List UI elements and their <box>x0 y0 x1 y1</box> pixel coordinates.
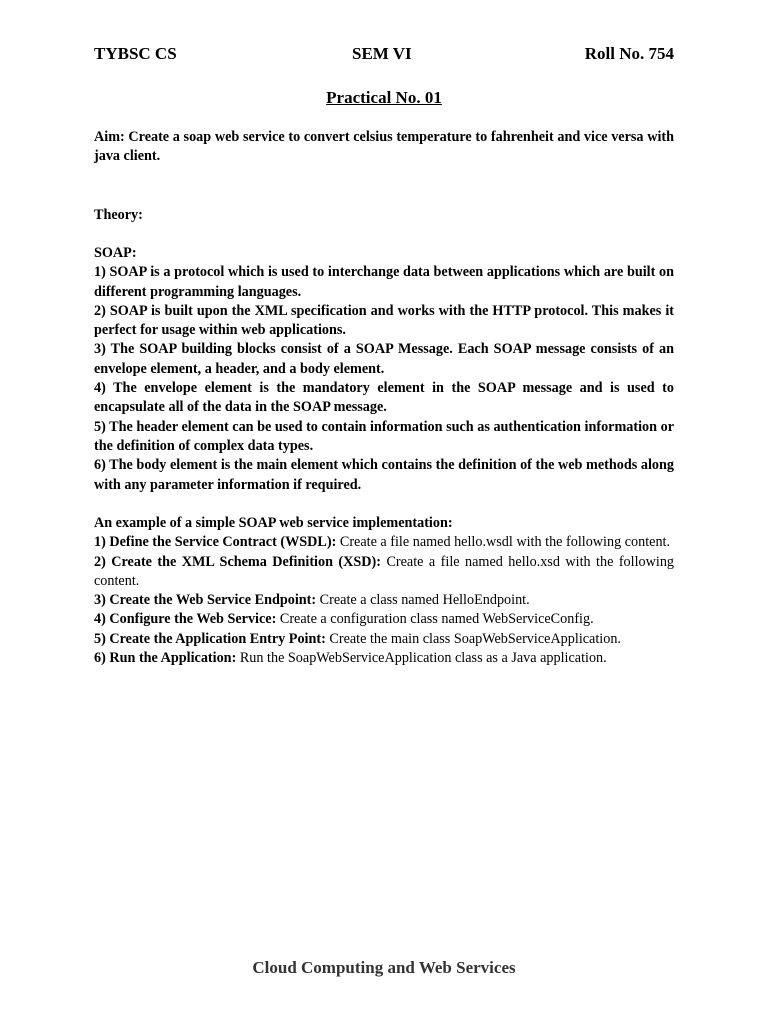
step-item <box>94 553 674 592</box>
step-text: Create a file named hello.xsd with the following content. <box>94 553 675 589</box>
step-text: Run the SoapWebServiceApplication class as a Java application. <box>236 650 607 667</box>
step-text: Create a configuration class named WebServiceConfig. <box>276 611 594 628</box>
step-item <box>94 649 674 668</box>
step-label: 6) Run the Application: <box>94 650 237 667</box>
soap-point: 5) The header element can be used to contain information such as authentication information or the definition of complex data types. <box>94 418 674 454</box>
soap-heading: SOAP: <box>94 245 137 261</box>
page-header <box>94 44 674 66</box>
step-label: 5) Create the Application Entry Point: <box>94 630 326 647</box>
step-item <box>94 610 674 629</box>
document-page <box>94 0 674 1024</box>
example-section <box>94 514 674 668</box>
step-item <box>94 591 674 610</box>
step-label: 1) Define the Service Contract (WSDL): <box>94 534 337 551</box>
header-semester: SEM VI <box>352 44 412 63</box>
page-footer: Cloud Computing and Web Services <box>252 958 516 977</box>
soap-point: 3) The SOAP building blocks consist of a SOAP Message. Each SOAP message consists of an envelope element, a header, and a body element. <box>94 341 674 377</box>
step-label: 2) Create the XML Schema Definition (XSD): <box>94 553 381 570</box>
step-text: Create the main class SoapWebServiceApplication. <box>325 630 621 647</box>
soap-point: 4) The envelope element is the mandatory element in the SOAP message and is used to encapsulate all of the data in the SOAP message. <box>94 380 674 416</box>
example-heading: An example of a simple SOAP web service implementation: <box>94 515 453 531</box>
step-label: 3) Create the Web Service Endpoint: <box>94 592 317 609</box>
aim-text: Aim: Create a soap web service to convert celsius temperature to fahrenheit and vice versa with java client. <box>94 129 674 165</box>
practical-title <box>94 88 674 108</box>
step-text: Create a class named HelloEndpoint. <box>316 592 530 609</box>
soap-point: 6) The body element is the main element which contains the definition of the web methods along with any parameter information if required. <box>94 457 674 493</box>
practical-title-text: Practical No. 01 <box>326 88 442 107</box>
header-class: TYBSC CS <box>94 44 177 63</box>
soap-point: 2) SOAP is built upon the XML specification and works with the HTTP protocol. This makes it perfect for usage within web applications. <box>94 302 674 339</box>
step-label: 4) Configure the Web Service: <box>94 611 277 628</box>
step-item <box>94 630 674 649</box>
step-item <box>94 533 674 552</box>
header-roll-number: Roll No. 754 <box>584 44 674 63</box>
theory-heading: Theory: <box>94 207 143 223</box>
step-text: Create a file named hello.wsdl with the following content. <box>336 534 671 551</box>
aim-paragraph <box>94 128 674 167</box>
soap-point: 1) SOAP is a protocol which is used to interchange data between applications which are built on different programming languages. <box>94 264 674 300</box>
soap-section <box>94 244 674 495</box>
